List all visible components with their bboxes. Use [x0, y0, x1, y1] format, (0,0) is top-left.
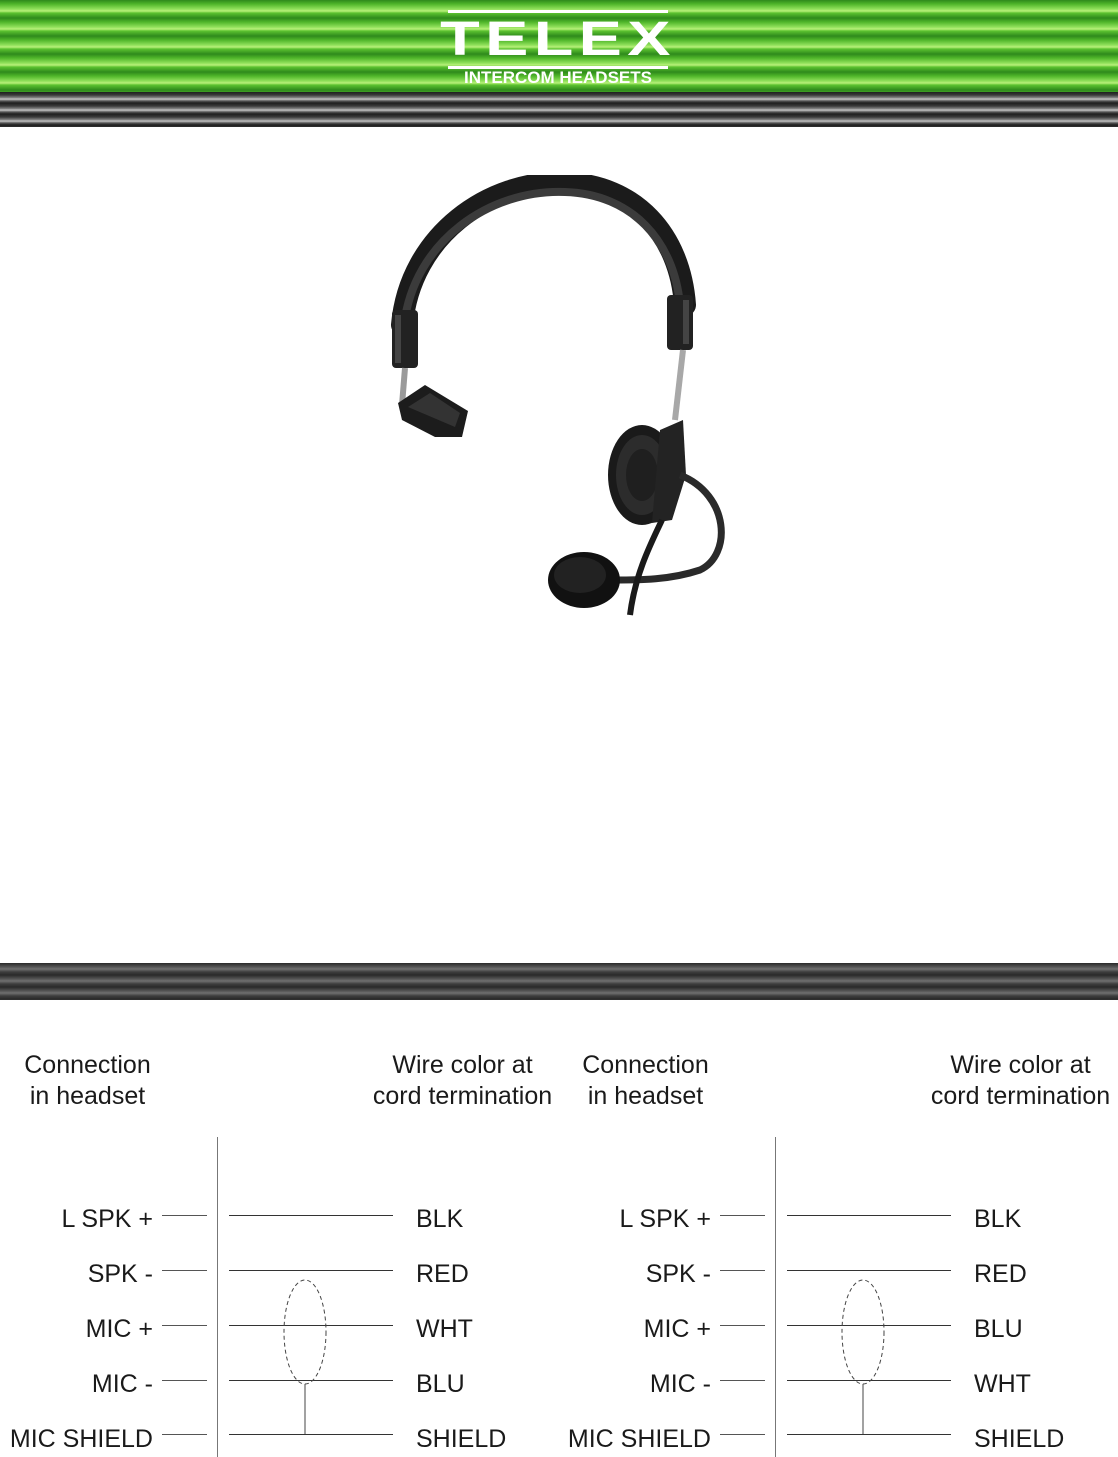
- wire-heading-line2: cord termination: [372, 1082, 553, 1110]
- wire-color: BLU: [974, 1315, 1023, 1343]
- headset-lead: [720, 1270, 765, 1271]
- connection-label: MIC +: [85, 1315, 153, 1343]
- wire-heading-line2: cord termination: [930, 1082, 1111, 1110]
- wire-color: WHT: [974, 1370, 1031, 1398]
- connection-label: MIC -: [649, 1370, 711, 1398]
- wire-color: BLU: [416, 1370, 465, 1398]
- connection-label: SPK -: [87, 1260, 153, 1288]
- shield-ellipse-symbol: [270, 1280, 340, 1440]
- diagram-divider: [217, 1137, 218, 1457]
- connection-heading-line1: Connection: [582, 1051, 709, 1079]
- headset-lead: [162, 1380, 207, 1381]
- connection-label: L SPK +: [61, 1205, 153, 1233]
- headset-lead: [162, 1270, 207, 1271]
- wire-color: BLK: [416, 1205, 464, 1233]
- wire-color: RED: [416, 1260, 469, 1288]
- wire-color-heading: [913, 1050, 1118, 1112]
- section-divider-band: [0, 963, 1118, 1000]
- wiring-diagram-right: [558, 1040, 1117, 1457]
- shield-ellipse-symbol: [828, 1280, 898, 1440]
- connection-heading-line2: in headset: [587, 1082, 704, 1110]
- wire-color-heading: [355, 1050, 570, 1112]
- wire-color: SHIELD: [416, 1425, 507, 1453]
- wire-heading-line1: Wire color at: [392, 1051, 533, 1079]
- header-green-banner: [0, 0, 1118, 92]
- cord-wire: [229, 1215, 393, 1216]
- connection-label: L SPK +: [619, 1205, 711, 1233]
- connection-label: MIC SHIELD: [567, 1425, 711, 1453]
- headset-lead: [720, 1325, 765, 1326]
- diagram-divider: [775, 1137, 776, 1457]
- connection-label: MIC +: [643, 1315, 711, 1343]
- wiring-diagram-left: [0, 1040, 559, 1457]
- connection-label: MIC SHIELD: [9, 1425, 153, 1453]
- headset-lead: [720, 1215, 765, 1216]
- connection-heading: [558, 1050, 733, 1112]
- cord-wire: [229, 1270, 393, 1271]
- header-gray-band: [0, 92, 1118, 127]
- connection-label: SPK -: [645, 1260, 711, 1288]
- headset-lead: [720, 1380, 765, 1381]
- wire-heading-line1: Wire color at: [950, 1051, 1091, 1079]
- wire-color: WHT: [416, 1315, 473, 1343]
- connection-label: MIC -: [91, 1370, 153, 1398]
- connection-heading: [0, 1050, 175, 1112]
- logo-brand: TELEX: [440, 13, 676, 66]
- telex-logo: [440, 10, 676, 87]
- headset-lead: [162, 1215, 207, 1216]
- cord-wire: [787, 1270, 951, 1271]
- headset-lead: [162, 1325, 207, 1326]
- headset-lead: [720, 1434, 765, 1435]
- connection-heading-line2: in headset: [29, 1082, 146, 1110]
- cord-wire: [787, 1215, 951, 1216]
- wire-color: BLK: [974, 1205, 1022, 1233]
- headset-lead: [162, 1434, 207, 1435]
- logo-tagline: INTERCOM HEADSETS: [464, 68, 652, 87]
- headset-illustration: [380, 175, 740, 620]
- wire-color: RED: [974, 1260, 1027, 1288]
- wire-color: SHIELD: [974, 1425, 1065, 1453]
- connection-heading-line1: Connection: [24, 1051, 151, 1079]
